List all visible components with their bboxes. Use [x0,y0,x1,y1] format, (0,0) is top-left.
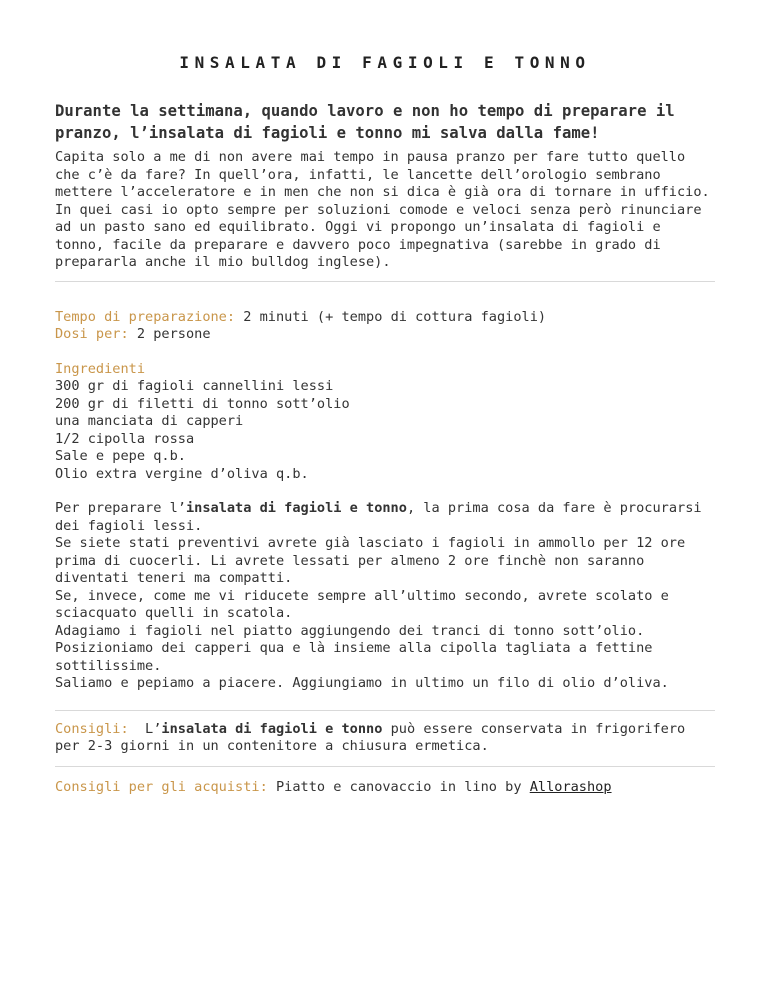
recipe-page [55,52,715,796]
prep-time-row [55,309,715,327]
ingredient-item: 200 gr di filetti di tonno sott’olio [55,395,350,412]
ingredients-heading: Ingredienti [55,360,146,377]
ingredients-section [55,361,715,484]
prep-time-label: Tempo di preparazione: [55,308,236,325]
method-section [55,500,715,693]
ingredient-item: 300 gr di fagioli cannellini lessi [55,378,334,394]
tips-label: Consigli: [55,720,129,737]
method-intro-end: , la prima cosa da fare è procurarsi dei fagioli lessi. [55,500,702,534]
intro-paragraph: Capita solo a me di non avere mai tempo in pausa pranzo per fare tutto quello che c’è da fare? In quell’ora, infatti, le lancette dell’orologio sembrano mettere l’acceleratore e in men che non si dica è già ora di tornare in ufficio. In quei casi io opto sempre per soluzioni comode e veloci senza però rinunciare ad un pasto sano ed equilibrato. Oggi vi propongo un’insalata di fagioli e tonno, facile da preparare e davvero poco impegnativa (sarebbe in grado di prepararla anche il mio bulldog inglese). [55,149,710,270]
ingredient-item: 1/2 cipolla rossa [55,430,195,447]
method-intro-highlight: insalata di fagioli e tonno [185,500,407,516]
method-intro [55,500,715,535]
tips-end: può essere conservata in frigorifero per 2-3 giorni in un contenitore a chiusura ermetica. [55,720,686,754]
recipe-title: INSALATA DI FAGIOLI E TONNO [179,53,591,72]
tips-section [55,721,715,756]
ingredient-item: una manciata di capperi [55,413,244,429]
method-step: Posizioniamo dei capperi qua e là insieme alla cipolla tagliata a fettine sottilissime. [55,640,653,674]
prep-time-value: 2 minuti (+ tempo di cottura fagioli) [243,308,547,325]
lead-paragraph: Durante la settimana, quando lavoro e non ho tempo di preparare il pranzo, l’insalata di fagioli e tonno mi salva dalla fame! [55,102,675,142]
divider-3 [55,766,715,767]
servings-row [55,326,715,344]
shopping-section [55,779,715,797]
divider-2 [55,710,715,711]
allorashop-link[interactable]: Allorashop [529,778,612,795]
shopping-text: Piatto e canovaccio in lino by [275,778,522,795]
tips-highlight: insalata di fagioli e tonno [161,720,383,737]
ingredient-item: Olio extra vergine d’oliva q.b. [55,465,309,482]
method-step: Adagiamo i fagioli nel piatto aggiungendo dei tranci di tonno sott’olio. [55,622,645,639]
servings-label: Dosi per: [55,326,129,342]
prep-info [55,309,715,344]
method-step: Se, invece, come me vi riducete sempre all’ultimo secondo, avrete scolato e sciacquato quelli in scatola. [55,587,669,621]
servings-value: 2 persone [136,326,211,342]
method-step: Saliamo e pepiamo a piacere. Aggiungiamo in ultimo un filo di olio d’oliva. [55,675,669,691]
tips-start: L’ [145,720,162,737]
method-intro-start: Per preparare l’ [55,500,186,516]
shopping-label: Consigli per gli acquisti: [55,778,268,795]
divider-1 [55,281,715,282]
method-step: Se siete stati preventivi avrete già lasciato i fagioli in ammollo per 12 ore prima di cuocerli. Li avrete lessati per almeno 2 ore finchè non saranno diventati teneri ma compatti. [55,535,686,586]
ingredient-item: Sale e pepe q.b. [55,448,186,464]
